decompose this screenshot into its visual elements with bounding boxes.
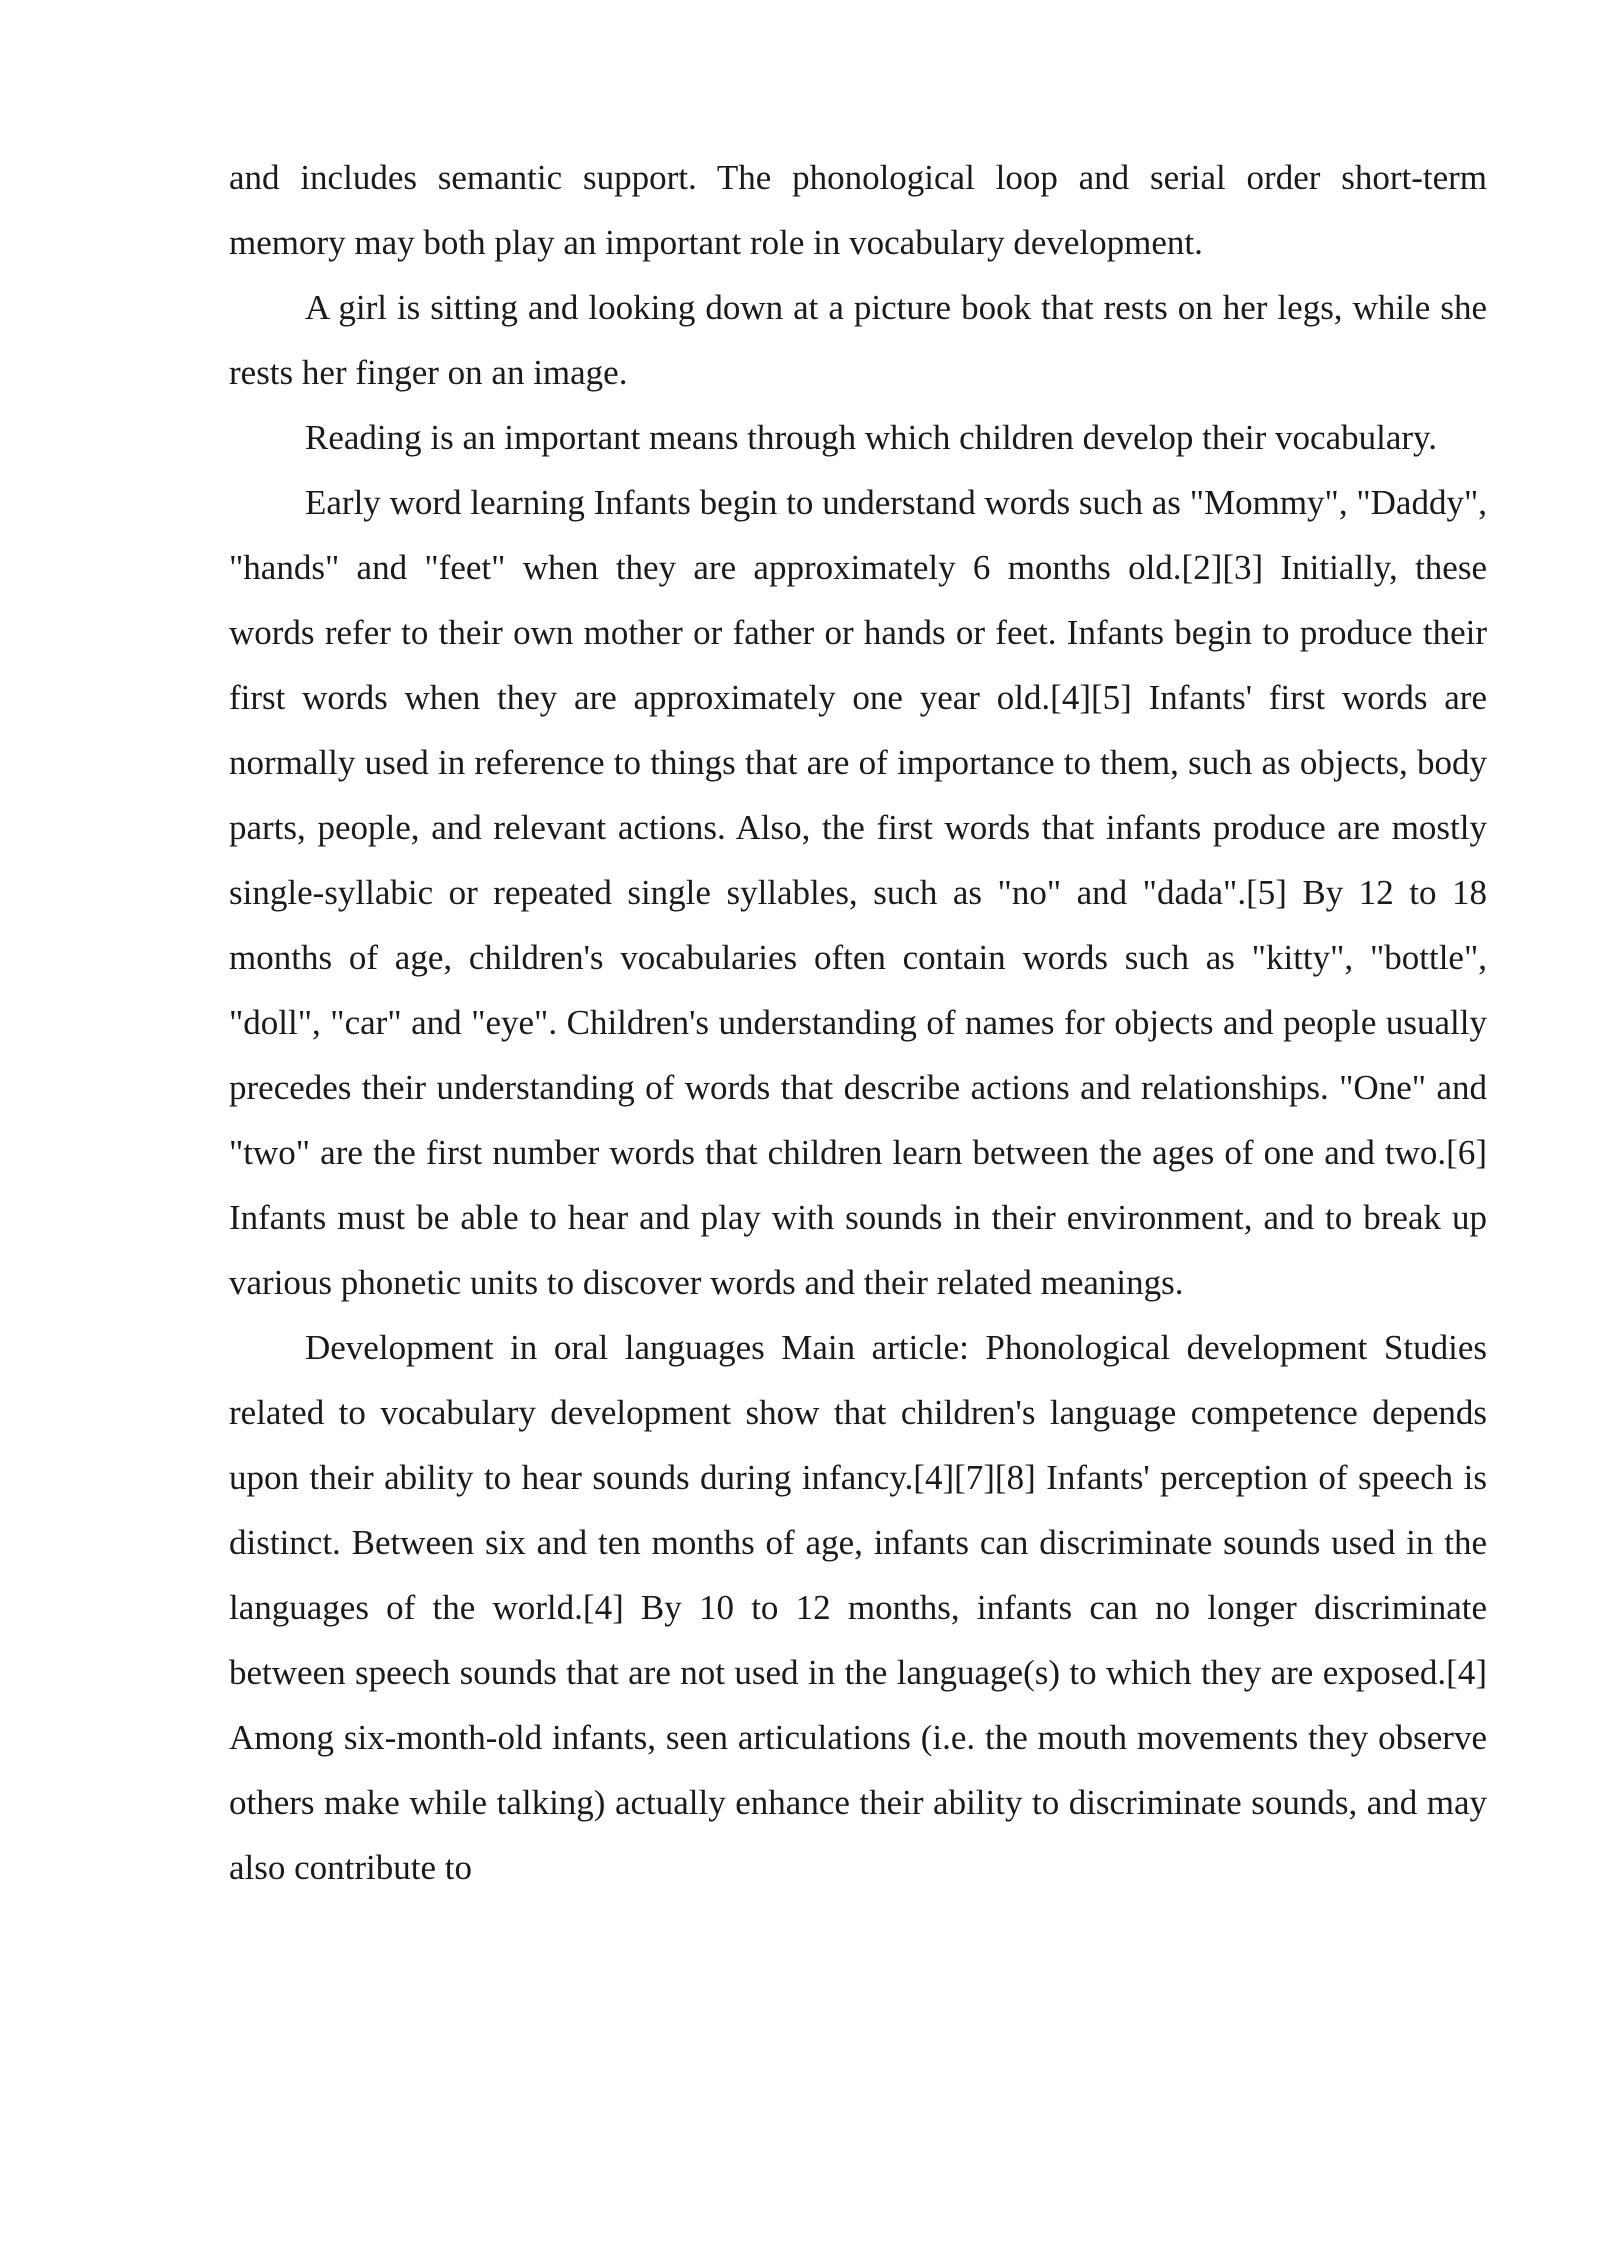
- paragraph-reading: Reading is an important means through which children develop their vocabulary.: [305, 418, 1437, 457]
- paragraph-image-caption: A girl is sitting and looking down at a picture book that rests on her legs, while she rests her finger on an image.: [229, 288, 1487, 392]
- paragraph-early-word-learning: Early word learning Infants begin to understand words such as "Mommy", "Daddy", "hands" and "feet" when they are approximately 6 months old.[2][3] Initially, these words refer to their own mother or father or hands or feet. Infants begin to produce their first words when they are approximately one year old.[4][5] Infants' first words are normally used in reference to things that are of importance to them, such as objects, body parts, people, and relevant actions. Also, the first words that infants produce are mostly single-syllabic or repeated single syllables, such as "no" and "dada".[5] By 12 to 18 months of age, children's vocabularies often contain words such as "kitty", "bottle", "doll", "car" and "eye". Children's understanding of names for objects and people usually precedes their understanding of words that describe actions and relationships. "One" and "two" are the first number words that children learn between the ages of one and two.[6] Infants must be able to hear and play with sounds in their environment, and to break up various phonetic units to discover words and their related meanings.: [229, 483, 1487, 1302]
- document-body: [229, 145, 1487, 1900]
- paragraph-continuation: and includes semantic support. The phonological loop and serial order short-term memory may both play an important role in vocabulary development.: [229, 158, 1487, 262]
- paragraph-oral-language-development: Development in oral languages Main article: Phonological development Studies related to vocabulary development show that children's language competence depends upon their ability to hear sounds during infancy.[4][7][8] Infants' perception of speech is distinct. Between six and ten months of age, infants can discriminate sounds used in the languages of the world.[4] By 10 to 12 months, infants can no longer discriminate between speech sounds that are not used in the language(s) to which they are exposed.[4] Among six-month-old infants, seen articulations (i.e. the mouth movements they observe others make while talking) actually enhance their ability to discriminate sounds, and may also contribute to: [229, 1328, 1487, 1887]
